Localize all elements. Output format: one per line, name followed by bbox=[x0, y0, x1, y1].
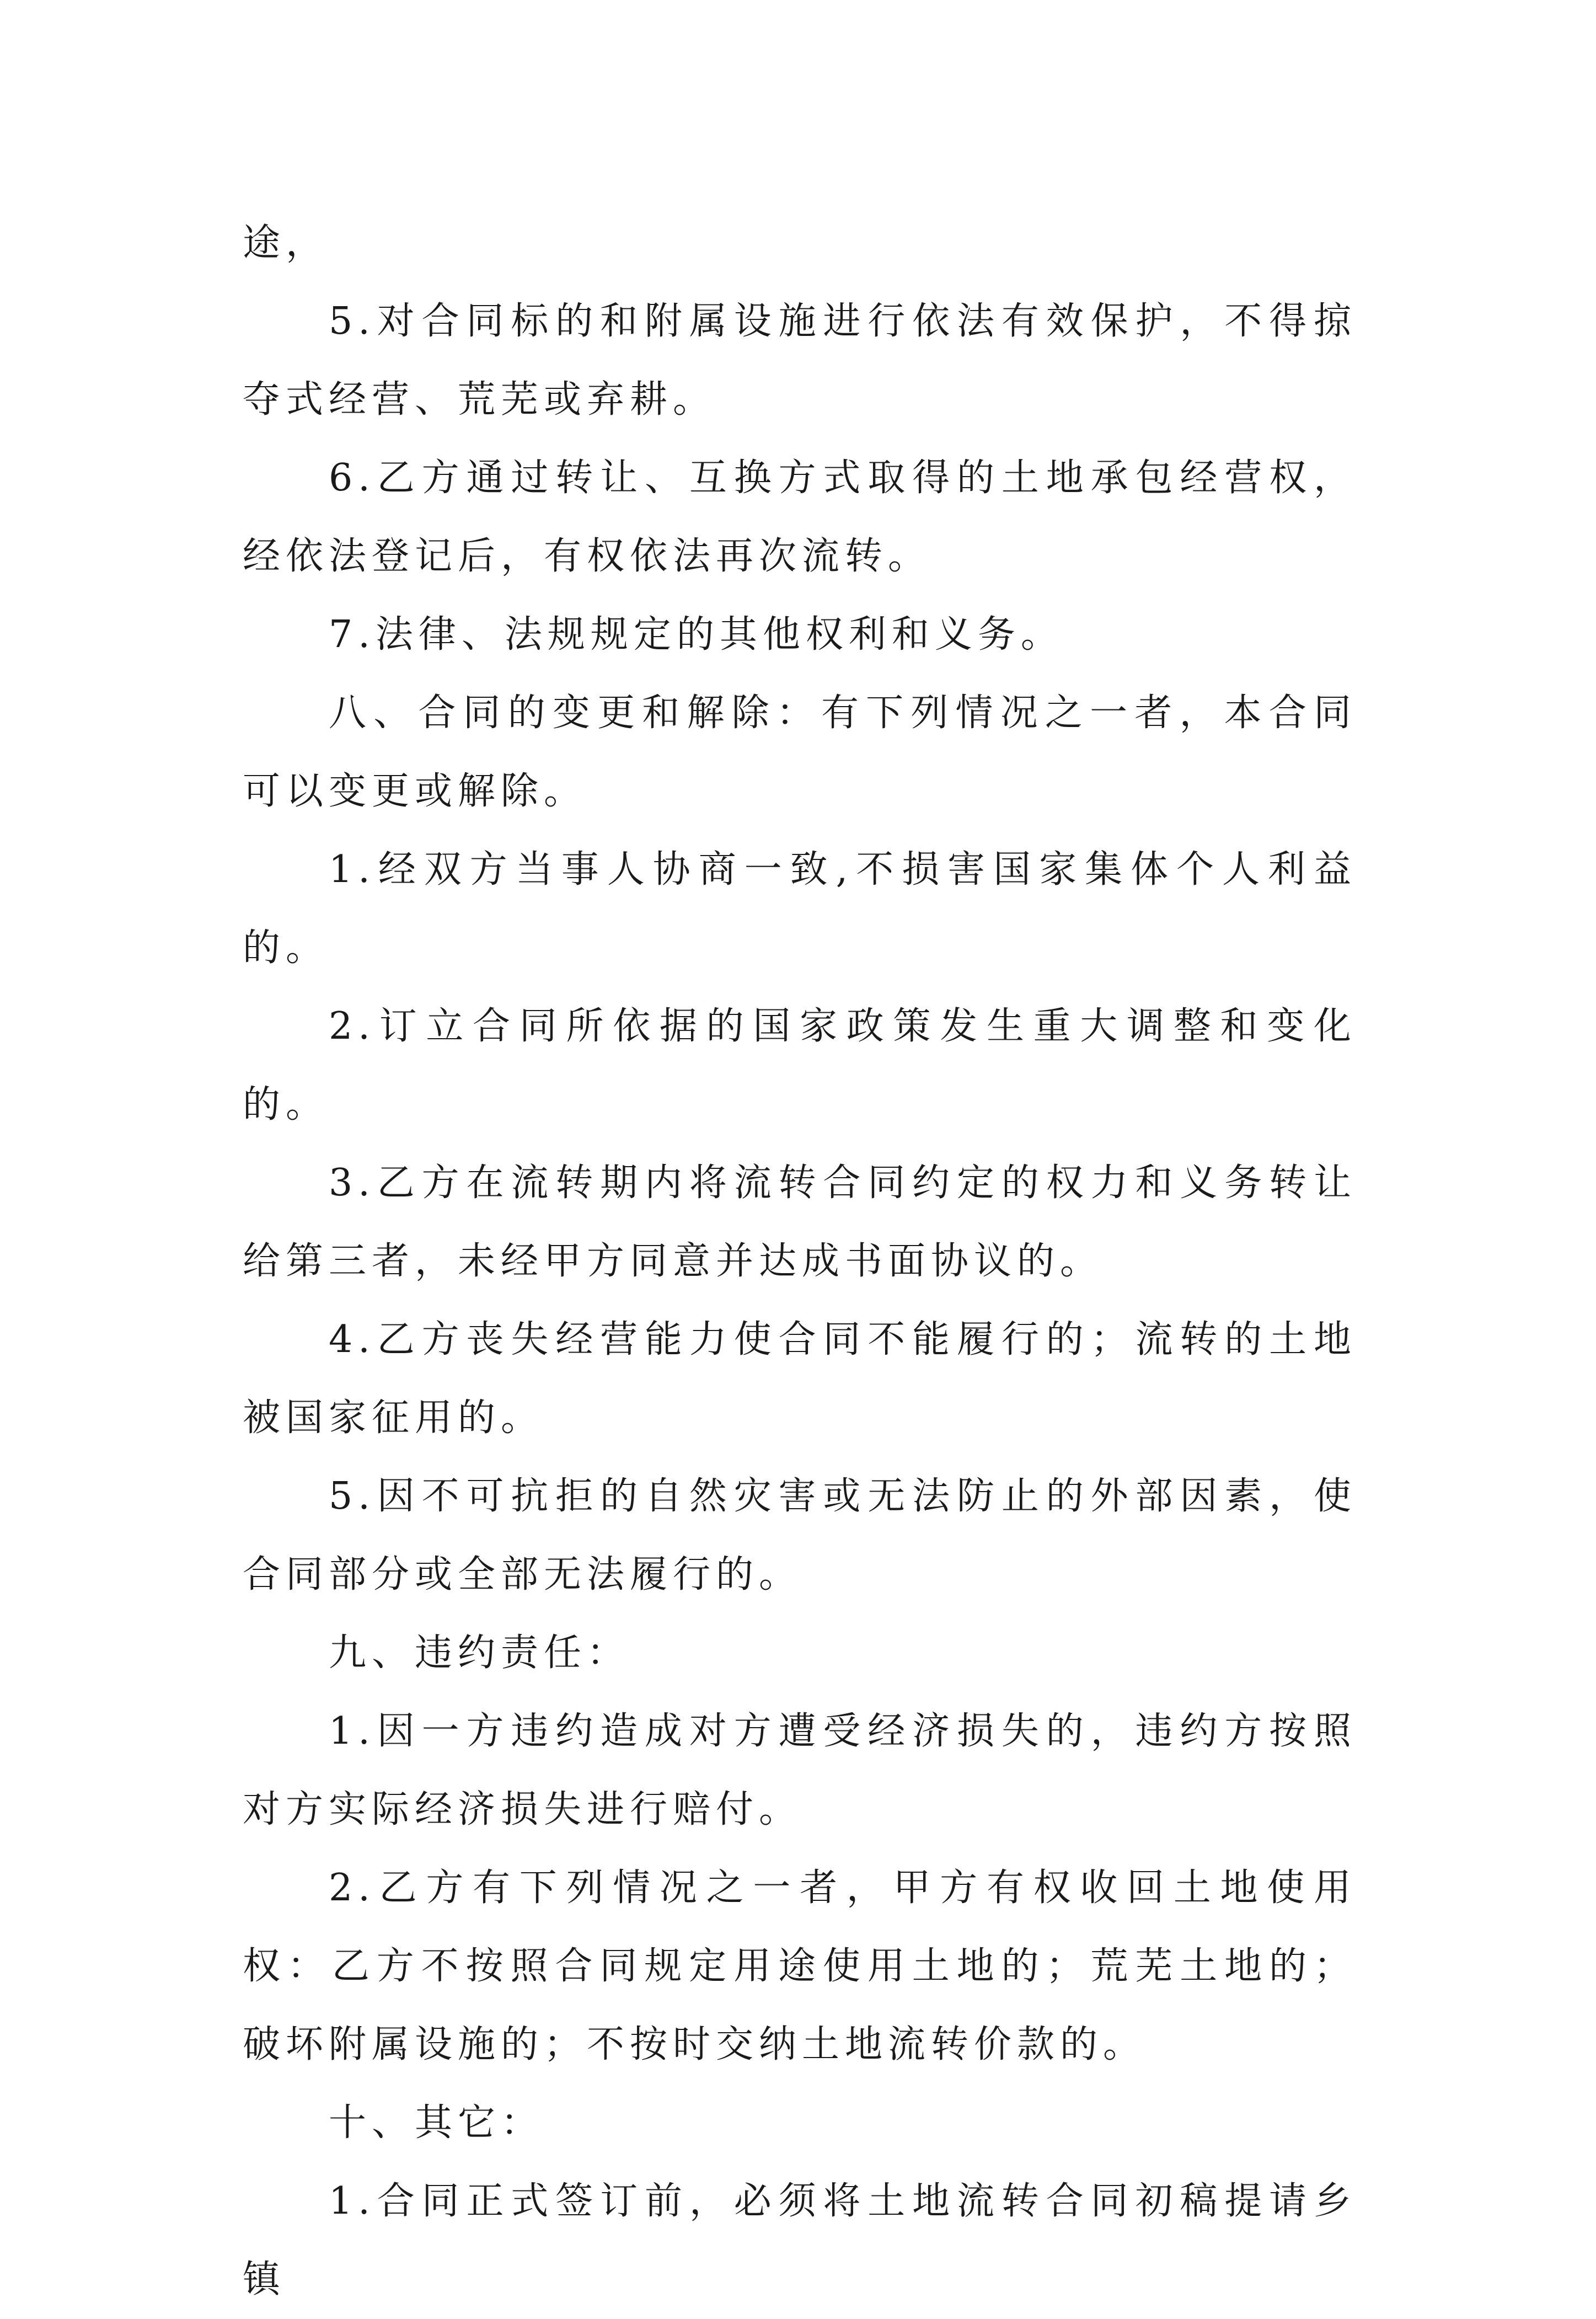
paragraph-8-item-1: 1.经双方当事人协商一致,不损害国家集体个人利益的。 bbox=[243, 848, 1357, 970]
paragraph-8-item-3: 3.乙方在流转期内将流转合同约定的权力和义务转让给第三者，未经甲方同意并达成书面协议的。 bbox=[243, 1161, 1357, 1283]
paragraph-item-7-other-rights: 7.法律、法规规定的其他权利和义务。 bbox=[329, 613, 1064, 656]
paragraph-item-6-re-transfer: 6.乙方通过转让、互换方式取得的土地承包经营权，经依法登记后，有权依法再次流转。 bbox=[243, 456, 1357, 578]
paragraph-8-item-2: 2.订立合同所依据的国家政策发生重大调整和变化的。 bbox=[243, 1004, 1357, 1126]
paragraph-8-item-5: 5.因不可抗拒的自然灾害或无法防止的外部因素，使合同部分或全部无法履行的。 bbox=[243, 1474, 1357, 1596]
paragraph-item-5-protection: 5.对合同标的和附属设施进行依法有效保护，不得掠夺式经营、荒芜或弃耕。 bbox=[243, 300, 1357, 421]
paragraph-10-item-1: 1.合同正式签订前，必须将土地流转合同初稿提请乡镇 bbox=[243, 2179, 1357, 2301]
document-body bbox=[243, 204, 1357, 2319]
paragraph-9-item-1: 1.因一方违约造成对方遭受经济损失的，违约方按照对方实际经济损失进行赔付。 bbox=[243, 1709, 1357, 1831]
section-10-heading: 十、其它： bbox=[329, 2101, 544, 2145]
section-8-heading: 八、合同的变更和解除：有下列情况之一者，本合同可以变更或解除。 bbox=[243, 691, 1357, 813]
paragraph-8-item-4: 4.乙方丧失经营能力使合同不能履行的；流转的土地被国家征用的。 bbox=[243, 1318, 1357, 1440]
paragraph-continuation: 途， bbox=[243, 221, 329, 265]
section-9-heading: 九、违约责任： bbox=[329, 1631, 630, 1675]
paragraph-9-item-2: 2.乙方有下列情况之一者，甲方有权收回土地使用权：乙方不按照合同规定用途使用土地的；荒芜土地的；破坏附属设施的；不按时交纳土地流转价款的。 bbox=[243, 1866, 1357, 2066]
